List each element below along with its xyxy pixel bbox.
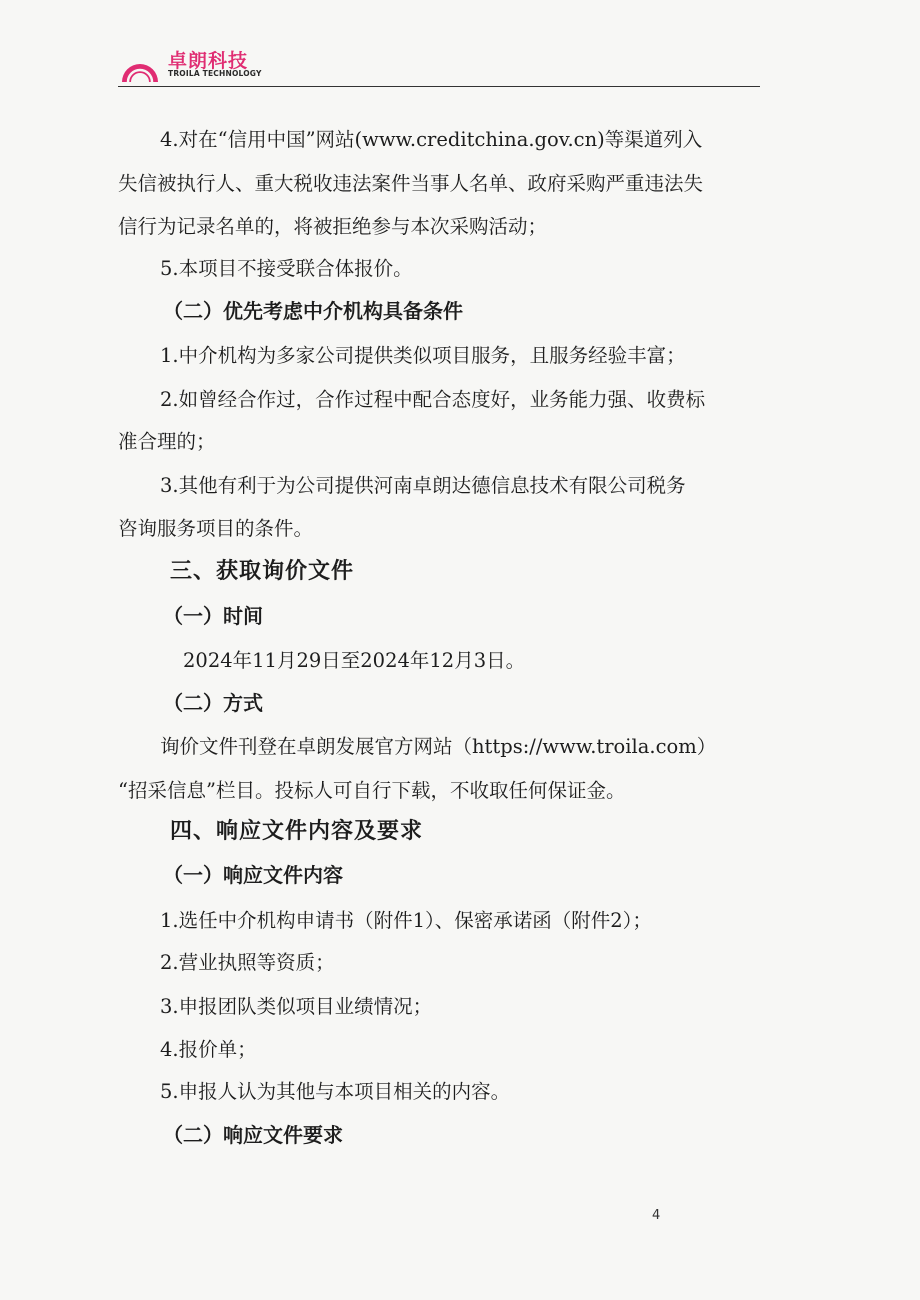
paragraph-line: 4.对在“信用中国”网站(www.creditchina.gov.cn)等渠道列入 [160,128,703,151]
paragraph-line: 1.选任中介机构申请书（附件1）、保密承诺函（附件2）； [160,909,652,932]
paragraph-line: 3.其他有利于为公司提供河南卓朗达德信息技术有限公司税务 [160,474,686,497]
logo-chinese-name: 卓朗科技 [168,50,249,72]
section-heading: 三、获取询价文件 [170,558,355,584]
page-number: 4 [652,1208,661,1223]
subsection-heading: （二）优先考虑中介机构具备条件 [163,299,463,323]
paragraph-line: 4.报价单； [160,1038,257,1061]
subsection-heading: （一）响应文件内容 [163,863,343,887]
paragraph-line: 失信被执行人、重大税收违法案件当事人名单、政府采购严重违法失 [118,172,704,195]
subsection-heading: （二）方式 [163,691,263,715]
paragraph-line: 信行为记录名单的，将被拒绝参与本次采购活动； [118,215,548,238]
paragraph-line: 1.中介机构为多家公司提供类似项目服务，且服务经验丰富； [160,344,686,367]
troila-logo-icon [118,46,162,84]
paragraph-line: 准合理的； [118,430,216,453]
paragraph-line: 咨询服务项目的条件。 [118,517,314,540]
paragraph-line: 5.本项目不接受联合体报价。 [160,257,413,280]
paragraph-line: 询价文件刊登在卓朗发展官方网站（https://www.troila.com） [160,735,717,758]
paragraph-line: 3.申报团队类似项目业绩情况； [160,995,433,1018]
paragraph-line: 2.营业执照等资质； [160,951,335,974]
paragraph-line: 2024年11月29日至2024年12月3日。 [183,649,526,672]
subsection-heading: （二）响应文件要求 [163,1123,343,1147]
paragraph-line: 2.如曾经合作过，合作过程中配合态度好，业务能力强、收费标 [160,388,706,411]
header-divider [118,86,760,87]
section-heading: 四、响应文件内容及要求 [170,818,424,844]
paragraph-line: “招采信息”栏目。投标人可自行下载，不收取任何保证金。 [118,779,626,802]
paragraph-line: 5.申报人认为其他与本项目相关的内容。 [160,1080,511,1103]
logo-english-name: TROILA TECHNOLOGY [168,69,262,78]
subsection-heading: （一）时间 [163,604,263,628]
company-logo [118,44,268,86]
